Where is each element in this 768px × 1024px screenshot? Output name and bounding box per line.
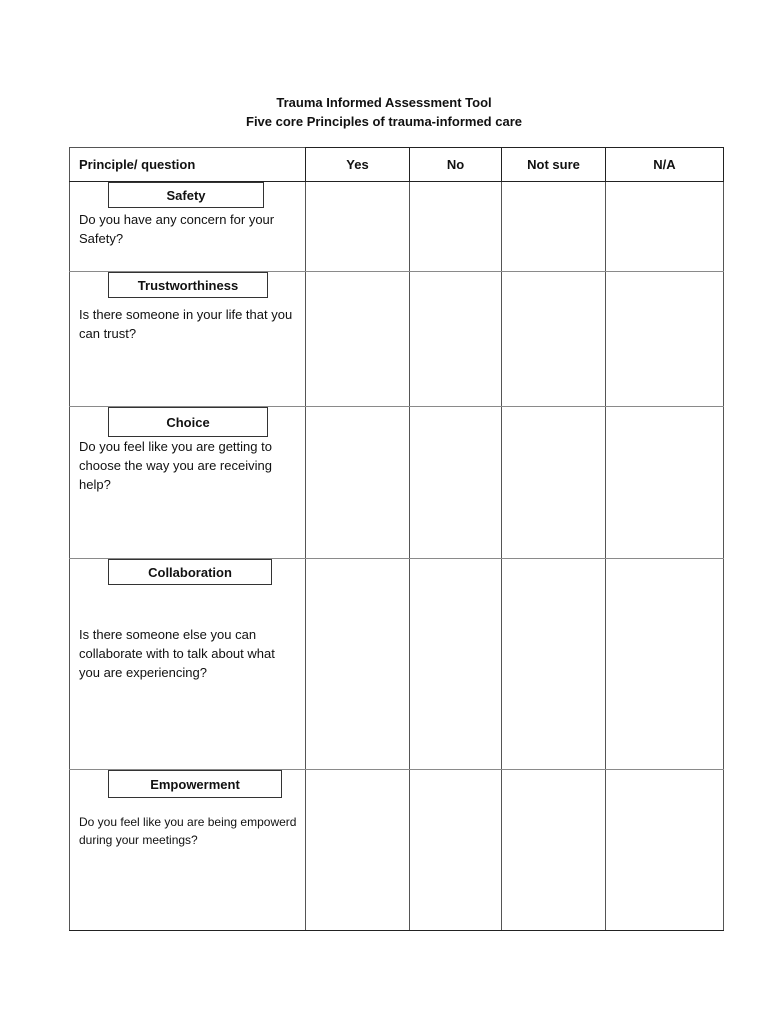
principle-label-empowerment: Empowerment <box>108 770 282 798</box>
assessment-table <box>69 147 724 931</box>
answer-cell-trustworthiness-na[interactable] <box>606 272 724 407</box>
header-na: N/A <box>606 148 724 182</box>
principle-cell-empowerment <box>70 770 306 931</box>
header-yes: Yes <box>306 148 410 182</box>
answer-cell-safety-na[interactable] <box>606 182 724 272</box>
question-empowerment: Do you feel like you are being empowerd during your meetings? <box>79 815 297 847</box>
principle-cell-safety <box>70 182 306 272</box>
answer-cell-choice-not-sure[interactable] <box>502 407 606 559</box>
header-principle-question: Principle/ question <box>70 148 306 182</box>
answer-cell-trustworthiness-no[interactable] <box>410 272 502 407</box>
principle-label-trustworthiness: Trustworthiness <box>108 272 268 298</box>
answer-cell-collaboration-na[interactable] <box>606 559 724 770</box>
table-row-trustworthiness <box>70 272 724 407</box>
answer-cell-choice-na[interactable] <box>606 407 724 559</box>
header-not-sure: Not sure <box>502 148 606 182</box>
answer-cell-trustworthiness-yes[interactable] <box>306 272 410 407</box>
principle-cell-trustworthiness <box>70 272 306 407</box>
table-row-empowerment <box>70 770 724 931</box>
answer-cell-collaboration-not-sure[interactable] <box>502 559 606 770</box>
question-collaboration: Is there someone else you can collaborate with to talk about what you are experiencing? <box>79 627 275 680</box>
table-row-choice <box>70 407 724 559</box>
answer-cell-empowerment-na[interactable] <box>606 770 724 931</box>
answer-cell-empowerment-no[interactable] <box>410 770 502 931</box>
principle-label-choice: Choice <box>108 407 268 437</box>
question-trustworthiness: Is there someone in your life that you can trust? <box>79 307 293 341</box>
document-title: Trauma Informed Assessment Tool <box>276 95 492 110</box>
question-choice: Do you feel like you are getting to choose the way you are receiving help? <box>79 439 272 492</box>
answer-cell-safety-yes[interactable] <box>306 182 410 272</box>
principle-cell-choice <box>70 407 306 559</box>
table-header-row <box>70 148 724 182</box>
header-no: No <box>410 148 502 182</box>
question-safety: Do you have any concern for your Safety? <box>79 212 275 246</box>
principle-cell-collaboration <box>70 559 306 770</box>
principle-label-safety: Safety <box>108 182 264 208</box>
document-subtitle: Five core Principles of trauma-informed care <box>246 114 522 129</box>
answer-cell-choice-yes[interactable] <box>306 407 410 559</box>
answer-cell-choice-no[interactable] <box>410 407 502 559</box>
answer-cell-empowerment-not-sure[interactable] <box>502 770 606 931</box>
principle-label-collaboration: Collaboration <box>108 559 272 585</box>
answer-cell-trustworthiness-not-sure[interactable] <box>502 272 606 407</box>
table-row-safety <box>70 182 724 272</box>
answer-cell-collaboration-no[interactable] <box>410 559 502 770</box>
table-row-collaboration <box>70 559 724 770</box>
answer-cell-empowerment-yes[interactable] <box>306 770 410 931</box>
answer-cell-safety-not-sure[interactable] <box>502 182 606 272</box>
answer-cell-collaboration-yes[interactable] <box>306 559 410 770</box>
answer-cell-safety-no[interactable] <box>410 182 502 272</box>
